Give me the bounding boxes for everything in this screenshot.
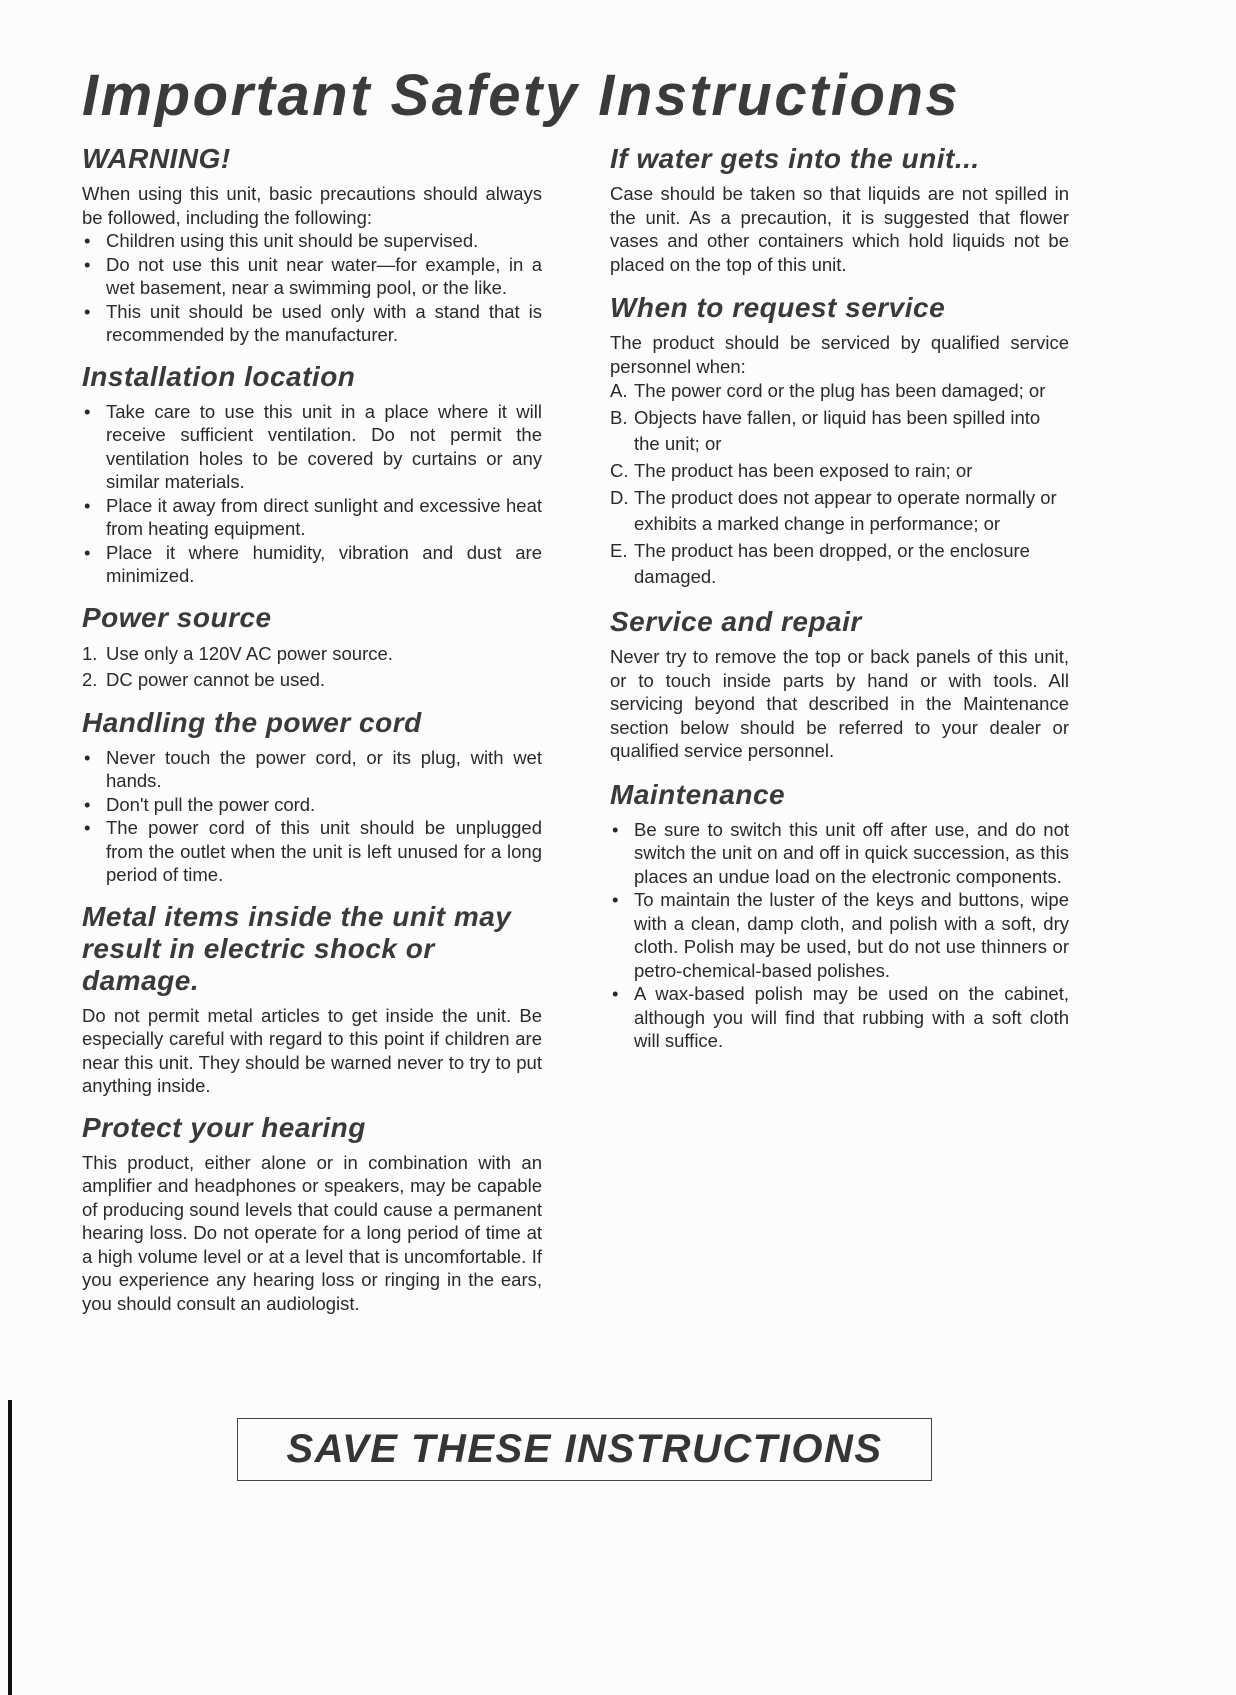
save-instructions-text: SAVE THESE INSTRUCTIONS (286, 1427, 883, 1471)
power-cord-list (82, 746, 542, 887)
list-marker: 1. (82, 642, 98, 664)
list-text: The product does not appear to operate normally or exhibits a marked change in performance; or (634, 487, 1057, 534)
power-cord-heading: Handling the power cord (82, 706, 422, 738)
repair-heading: Service and repair (610, 606, 862, 637)
list-text: DC power cannot be used. (106, 668, 326, 690)
list-item: • Do not use this unit near water—for example, in a wet basement, near a swimming pool, or the like. (82, 253, 542, 300)
list-item (610, 538, 1069, 590)
list-marker: D. (610, 487, 629, 508)
list-text: Use only a 120V AC power source. (106, 642, 393, 664)
service-intro: The product should be serviced by qualified service personnel when: (610, 332, 1069, 377)
page-title: Important Safety Instructions (82, 63, 961, 128)
list-item (82, 641, 542, 667)
service-list (610, 378, 1069, 590)
list-item: • Place it away from direct sunlight and excessive heat from heating equipment. (82, 494, 542, 541)
list-text: Objects have fallen, or liquid has been spilled into the unit; or (634, 407, 1041, 454)
water-heading: If water gets into the unit... (610, 143, 980, 174)
list-item: • To maintain the luster of the keys and buttons, wipe with a clean, damp cloth, and polish with a soft, dry cloth. Polish may be used, but do not use thinners or petro-chemical-based polishes. (610, 888, 1069, 982)
list-item: • A wax-based polish may be used on the cabinet, although you will find that rubbing with a soft cloth will suffice. (610, 982, 1069, 1053)
list-item (610, 378, 1069, 404)
hearing-section (82, 1112, 542, 1316)
metal-items-heading: Metal items inside the unit may result in electric shock or damage. (82, 900, 512, 996)
list-item: • Take care to use this unit in a place where it will receive sufficient ventilation. Do not permit the ventilation holes to be covered by curtains or any similar materials. (82, 400, 542, 494)
list-marker: A. (610, 380, 628, 401)
power-source-section (82, 602, 542, 693)
list-marker: C. (610, 460, 629, 481)
maintenance-section (610, 779, 1069, 1053)
water-body: Case should be taken so that liquids are not spilled in the unit. As a precaution, it is suggested that flower vases and other containers which hold liquids not be placed on the top of this unit. (610, 183, 1069, 275)
installation-section (82, 361, 542, 588)
metal-items-body: Do not permit metal articles to get inside the unit. Be especially careful with regard to this point if children are near this unit. They should be warned never to try to put anything inside. (82, 1004, 542, 1096)
warning-list (82, 229, 542, 347)
list-text: The product has been exposed to rain; or (634, 460, 973, 481)
list-text: The power cord or the plug has been damaged; or (634, 380, 1046, 401)
list-item: • Don't pull the power cord. (82, 793, 542, 817)
list-marker: 2. (82, 668, 98, 690)
list-item (610, 485, 1069, 537)
list-item: • Children using this unit should be supervised. (82, 229, 542, 253)
warning-section (82, 143, 542, 347)
warning-intro: When using this unit, basic precautions should always be followed, including the following: (82, 183, 542, 228)
list-item: • Place it where humidity, vibration and dust are minimized. (82, 541, 542, 588)
list-item: • Never touch the power cord, or its plug, with wet hands. (82, 746, 542, 793)
list-item (610, 458, 1069, 484)
right-column (610, 143, 1069, 1069)
service-section (610, 292, 1069, 590)
repair-body: Never try to remove the top or back panels of this unit, or to touch inside parts by hand or with tools. All servicing beyond that described in the Maintenance section below should be referred to your dealer or qualified service personnel. (610, 646, 1069, 761)
metal-items-section (82, 901, 542, 1098)
installation-list (82, 400, 542, 588)
scan-edge-line (8, 1400, 12, 1695)
list-item (82, 667, 542, 693)
save-instructions-box (237, 1418, 932, 1481)
list-item: • This unit should be used only with a stand that is recommended by the manufacturer. (82, 300, 542, 347)
repair-section (610, 606, 1069, 763)
hearing-body: This product, either alone or in combination with an amplifier and headphones or speakers, may be capable of producing sound levels that could cause a permanent hearing loss. Do not operate for a long period of time at a high volume level or at a level that is uncomfortable. If you experience any hearing loss or ringing in the ears, you should consult an audiologist. (82, 1151, 542, 1314)
list-text: The product has been dropped, or the enclosure damaged. (634, 540, 1030, 587)
list-item (610, 405, 1069, 457)
warning-heading: WARNING! (82, 143, 231, 174)
list-marker: B. (610, 407, 628, 428)
left-column (82, 143, 542, 1331)
service-heading: When to request service (610, 292, 946, 323)
power-cord-section (82, 707, 542, 887)
list-item: • Be sure to switch this unit off after use, and do not switch the unit on and off in quick succession, as this places an undue load on the electronic components. (610, 818, 1069, 889)
maintenance-list (610, 818, 1069, 1053)
list-marker: E. (610, 540, 628, 561)
maintenance-heading: Maintenance (610, 778, 786, 810)
installation-heading: Installation location (82, 360, 356, 392)
water-section (610, 143, 1069, 276)
hearing-heading: Protect your hearing (82, 1111, 366, 1143)
power-source-list (82, 641, 542, 693)
list-item: • The power cord of this unit should be unplugged from the outlet when the unit is left unused for a long period of time. (82, 816, 542, 887)
power-source-heading: Power source (82, 601, 272, 633)
